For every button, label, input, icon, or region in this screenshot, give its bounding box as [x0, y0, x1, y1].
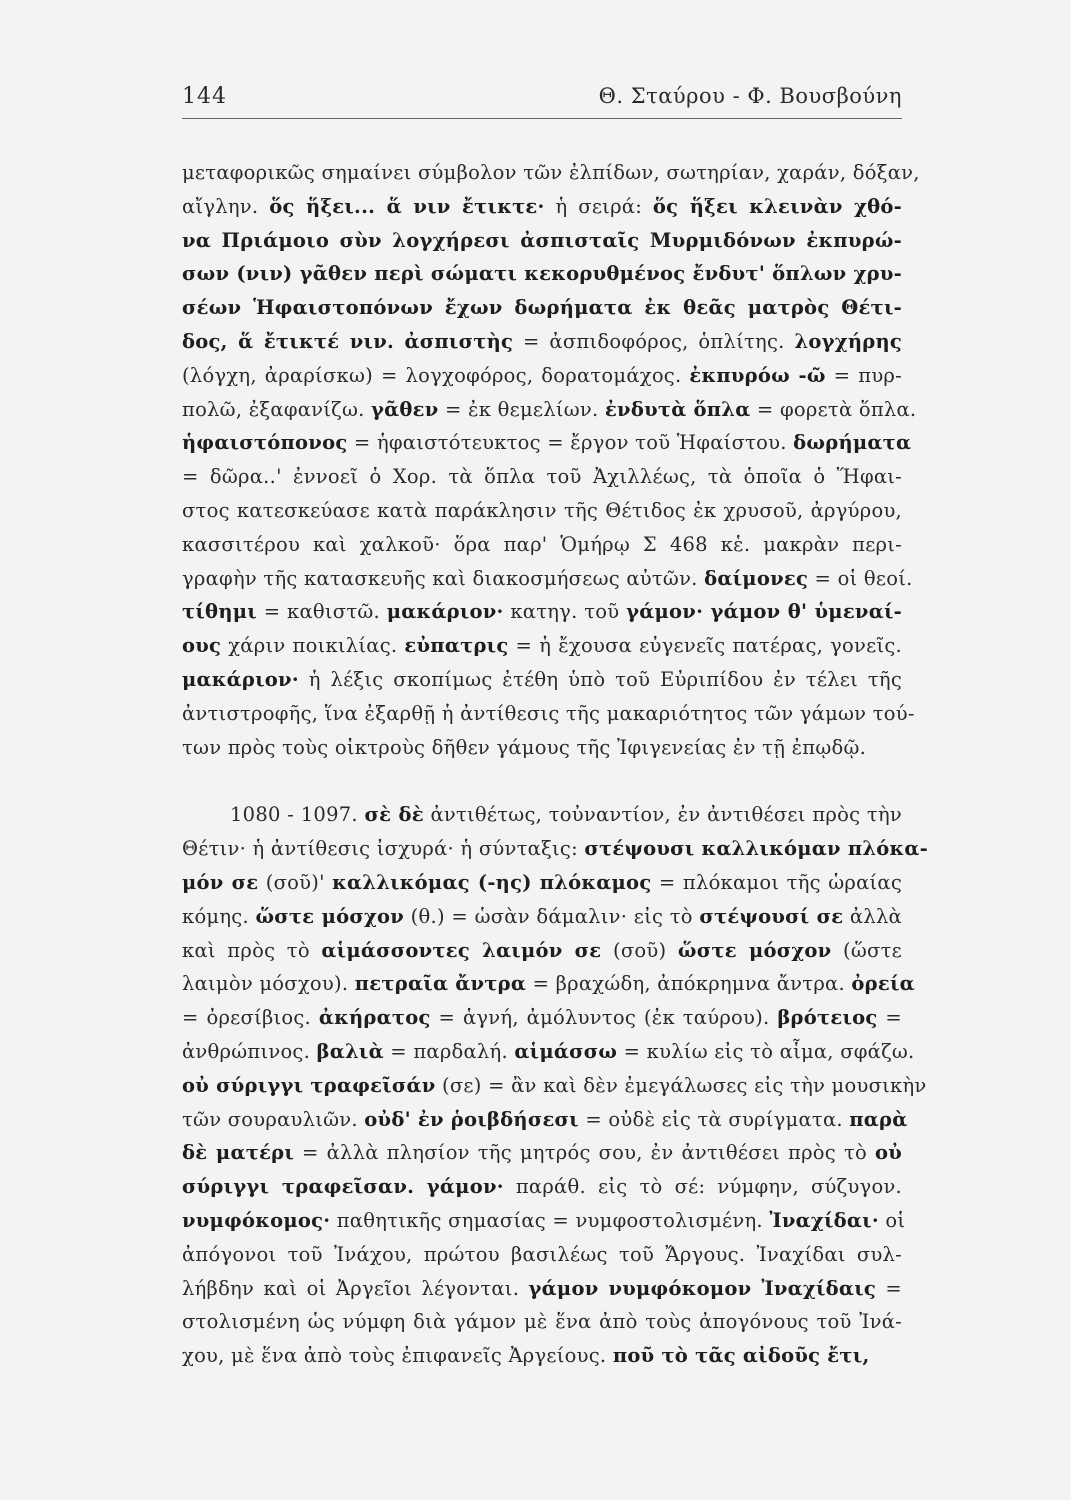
- page-header: [182, 84, 902, 118]
- bold-term: στέψουσι καλλικόμαν πλόκα-: [584, 837, 929, 861]
- text-run: των πρὸς τοὺς οἰκτροὺς δῆθεν γάμους τῆς Ἰφιγενείας ἐν τῇ ἐπῳδῷ.: [182, 735, 867, 759]
- bold-term: τίθημι: [182, 600, 257, 624]
- bold-term: λογχήρης: [794, 329, 903, 353]
- text-run: =: [877, 1006, 902, 1030]
- bold-term: ποῦ τὸ τᾶς αἰδοῦς ἔτι,: [612, 1344, 870, 1368]
- text-run: κατηγ. τοῦ: [503, 600, 627, 624]
- text-line: [182, 900, 902, 934]
- text-line: [182, 866, 902, 900]
- bold-term: ὥστε μόσχον: [255, 904, 405, 928]
- bold-term: αἱμάσσοντες λαιμόν σε: [321, 938, 602, 962]
- text-run: (σε) = ἂν καὶ δὲν ἐμεγάλωσες εἰς τὴν μουσικὴν: [435, 1073, 927, 1097]
- bold-term: Ἰναχίδαι·: [769, 1208, 879, 1232]
- text-run: παράθ. εἰς τὸ σέ: νύμφην, σύζυγον.: [503, 1175, 903, 1199]
- bold-term: στέψουσί σε: [699, 904, 844, 928]
- text-run: πολῶ, ἐξαφανίζω.: [182, 397, 372, 421]
- text-line: [182, 1103, 908, 1137]
- bold-term: καλλικόμας (-ης) πλόκαμος: [332, 870, 652, 894]
- text-run: = οἱ θεοί.: [808, 566, 913, 590]
- text-line: [182, 663, 902, 697]
- text-run: χου, μὲ ἕνα ἀπὸ τοὺς ἐπιφανεῖς Ἀργείους.: [182, 1344, 613, 1368]
- text-line: [182, 359, 902, 393]
- text-line: [182, 697, 915, 731]
- bold-term: παρὰ: [849, 1107, 908, 1131]
- bold-term: οὐδ' ἐν ῥοιβδήσεσι: [364, 1107, 579, 1131]
- text-run: = πλόκαμοι τῆς ὡραίας: [651, 870, 902, 894]
- bold-term: μακάριον·: [182, 667, 299, 691]
- bold-term: οὐ σύριγγι τραφεῖσάν: [182, 1073, 436, 1097]
- bold-term: γάμον νυμφόκομον Ἰναχίδαις: [528, 1276, 876, 1300]
- text-run: = ἡ ἔχουσα εὐγενεῖς πατέρας, γονεῖς.: [508, 634, 903, 658]
- text-line: [182, 1001, 902, 1035]
- text-line: [182, 934, 902, 968]
- bold-term: δωρήματα: [793, 431, 912, 455]
- text-run: μεταφορικῶς σημαίνει σύμβολον τῶν ἐλπίδων, σωτηρίαν, χαράν, δόξαν,: [182, 161, 920, 184]
- text-line: [182, 325, 902, 359]
- text-line: [182, 224, 902, 258]
- bold-term: γᾶθεν: [371, 397, 439, 421]
- text-run: χάριν ποικιλίας.: [221, 634, 405, 658]
- text-run: κόμης.: [182, 904, 256, 928]
- text-run: 1080 - 1097.: [230, 803, 365, 827]
- text-run: = δῶρα..' ἐννοεῖ ὁ Χορ. τὰ ὅπλα τοῦ Ἀχιλλέως, τὰ ὁποῖα ὁ Ἥφαι-: [182, 465, 902, 489]
- header-rule: [182, 118, 902, 119]
- text-run: λαιμὸν μόσχου).: [182, 972, 355, 996]
- text-run: ἡ λέξις σκοπίμως ἐτέθη ὑπὸ τοῦ Εὐριπίδου ἐν τέλει τῆς: [298, 667, 902, 691]
- bold-term: δαίμονες: [704, 566, 809, 590]
- text-line: [182, 1204, 906, 1238]
- text-run: αἴγλην.: [182, 194, 270, 218]
- text-run: =: [876, 1276, 902, 1300]
- bold-term: οὐ: [874, 1141, 902, 1165]
- bold-term: γάμον· γάμον θ' ὑμεναί-: [626, 600, 902, 624]
- bold-term: μακάριον·: [386, 600, 504, 624]
- text-run: = ἡφαιστότευκτος = ἔργον τοῦ Ἡφαίστου.: [347, 431, 794, 455]
- text-line: [182, 832, 929, 866]
- bold-term: ἐνδυτὰ ὅπλα: [604, 397, 751, 421]
- text-run: οἱ: [878, 1208, 906, 1232]
- text-line: [182, 460, 902, 494]
- text-line: [182, 595, 902, 629]
- text-run: ἡ σειρά:: [544, 194, 653, 218]
- text-run: ἀλλὰ: [843, 904, 902, 928]
- text-run: καὶ πρὸς τὸ: [182, 938, 322, 962]
- running-head: Θ. Σταύρου - Φ. Βουσβούνη: [598, 84, 902, 108]
- text-line: [182, 1238, 902, 1272]
- text-line: [182, 528, 902, 562]
- text-run: (σοῦ): [601, 938, 678, 962]
- text-run: (ὥστε: [831, 938, 902, 962]
- text-run: = οὐδὲ εἰς τὰ συρίγματα.: [578, 1107, 850, 1131]
- text-line: [182, 393, 917, 427]
- text-run: Θέτιν· ἡ ἀντίθεσις ἰσχυρά· ἡ σύνταξις:: [182, 837, 585, 861]
- text-line: [182, 1035, 915, 1069]
- bold-term: σέων Ἡφαιστοπόνων ἔχων δωρήματα ἐκ θεᾶς ματρὸς Θέτι-: [182, 296, 902, 320]
- text-line: [182, 629, 902, 663]
- text-run: γραφὴν τῆς κατασκευῆς καὶ διακοσμήσεως αὐτῶν.: [182, 566, 705, 590]
- bold-term: δὲ ματέρι: [182, 1141, 295, 1165]
- text-run: = παρδαλή.: [383, 1039, 515, 1063]
- text-line: [182, 257, 902, 291]
- text-line: [182, 494, 902, 528]
- text-line: [182, 798, 902, 832]
- bold-term: νυμφόκομος·: [182, 1208, 331, 1232]
- bold-term: ὥστε μόσχον: [677, 938, 832, 962]
- text-run: στολισμένη ὡς νύμφη διὰ γάμον μὲ ἕνα ἀπὸ τοὺς ἀπογόνους τοῦ Ἰνά-: [182, 1310, 902, 1334]
- text-run: = φορετὰ ὅπλα.: [750, 397, 917, 421]
- text-line: [182, 562, 913, 596]
- bold-term: ὅς ἥξει... ἅ νιν ἔτικτε·: [269, 194, 545, 218]
- text-run: στος κατεσκεύασε κατὰ παράκλησιν τῆς Θέτιδος ἐκ χρυσοῦ, ἀργύρου,: [182, 498, 902, 522]
- text-line: [182, 731, 902, 765]
- text-run: = ἐκ θεμελίων.: [438, 397, 605, 421]
- bold-term: βαλιὰ: [316, 1039, 384, 1063]
- text-run: = βραχώδη, ἀπόκρημνα ἄντρα.: [526, 972, 852, 996]
- bold-term: σὲ δὲ: [364, 803, 424, 827]
- text-run: (σοῦ)': [258, 870, 333, 894]
- text-run: (λόγχη, ἀραρίσκω) = λογχοφόρος, δορατομάχος.: [182, 363, 690, 387]
- text-run: (θ.) = ὡσὰν δάμαλιν· εἰς τὸ: [404, 904, 700, 928]
- text-run: ἀνθρώπινος.: [182, 1039, 317, 1063]
- body-text: [182, 156, 929, 1373]
- bold-term: ἐκπυρόω -ῶ: [689, 363, 826, 387]
- text-run: λήβδην καὶ οἱ Ἀργεῖοι λέγονται.: [182, 1276, 529, 1300]
- text-run: = ἀσπιδοφόρος, ὁπλίτης.: [513, 329, 795, 353]
- text-run: ἀντιστροφῆς, ἵνα ἐξαρθῇ ἡ ἀντίθεσις τῆς μακαριότητος τῶν γάμων τού-: [182, 701, 915, 725]
- text-line: [182, 1339, 902, 1373]
- bold-term: βρότειος: [777, 1006, 878, 1030]
- bold-term: ὀρεία: [851, 972, 915, 996]
- bold-term: να Πριάμοιο σὺν λογχήρεσι ἀσπισταῖς Μυρμιδόνων ἐκπυρώ-: [182, 228, 902, 252]
- bold-term: πετραῖα ἄντρα: [354, 972, 527, 996]
- text-line: [182, 1170, 902, 1204]
- bold-term: ἀκήρατος: [318, 1006, 431, 1030]
- bold-term: μόν σε: [182, 870, 259, 894]
- paragraph-2: [182, 798, 929, 1373]
- bold-term: αἱμάσσω: [514, 1039, 618, 1063]
- text-run: = ἁγνή, ἀμόλυντος (ἐκ ταύρου).: [430, 1006, 778, 1030]
- bold-term: ους: [182, 634, 222, 658]
- text-run: τῶν σουραυλιῶν.: [182, 1107, 365, 1131]
- text-run: = ἀλλὰ πλησίον τῆς μητρός σου, ἐν ἀντιθέσει πρὸς τὸ: [294, 1141, 875, 1165]
- text-run: ἀπόγονοι τοῦ Ἰνάχου, πρώτου βασιλέως τοῦ Ἄργους. Ἰναχίδαι συλ-: [182, 1242, 902, 1266]
- text-line: [182, 291, 902, 325]
- text-run: = καθιστῶ.: [256, 600, 387, 624]
- text-run: = πυρ-: [825, 363, 902, 387]
- text-run: παθητικῆς σημασίας = νυμφοστολισμένη.: [330, 1208, 770, 1232]
- bold-term: σύριγγι τραφεῖσαν. γάμον·: [182, 1175, 504, 1199]
- text-run: ἀντιθέτως, τοὐναντίον, ἐν ἀντιθέσει πρὸς τὴν: [423, 803, 902, 827]
- bold-term: ὅς ἥξει κλεινὰν χθό-: [652, 194, 903, 218]
- text-line: [182, 156, 920, 190]
- bold-term: δος, ἅ ἔτικτέ νιν. ἀσπιστὴς: [182, 329, 514, 353]
- text-run: = ὀρεσίβιος.: [182, 1006, 319, 1030]
- text-line: [182, 426, 912, 460]
- bold-term: ἡφαιστόπονος: [182, 431, 348, 455]
- text-run: = κυλίω εἰς τὸ αἷμα, σφάζω.: [617, 1039, 915, 1063]
- bold-term: εὐπατρις: [404, 634, 509, 658]
- text-run: κασσιτέρου καὶ χαλκοῦ· ὅρα παρ' Ὁμήρῳ Σ 468 κἑ. μακρὰν περι-: [182, 532, 902, 556]
- text-line: [182, 1305, 902, 1339]
- paragraph-1: [182, 156, 920, 764]
- text-line: [182, 1069, 927, 1103]
- page-number: 144: [182, 84, 227, 109]
- text-line: [182, 967, 915, 1001]
- bold-term: σων (νιν) γᾶθεν περὶ σώματι κεκορυθμένος ἔνδυτ' ὅπλων χρυ-: [182, 262, 902, 286]
- text-line: [182, 1136, 902, 1170]
- text-line: [182, 190, 902, 224]
- text-line: [182, 1272, 902, 1306]
